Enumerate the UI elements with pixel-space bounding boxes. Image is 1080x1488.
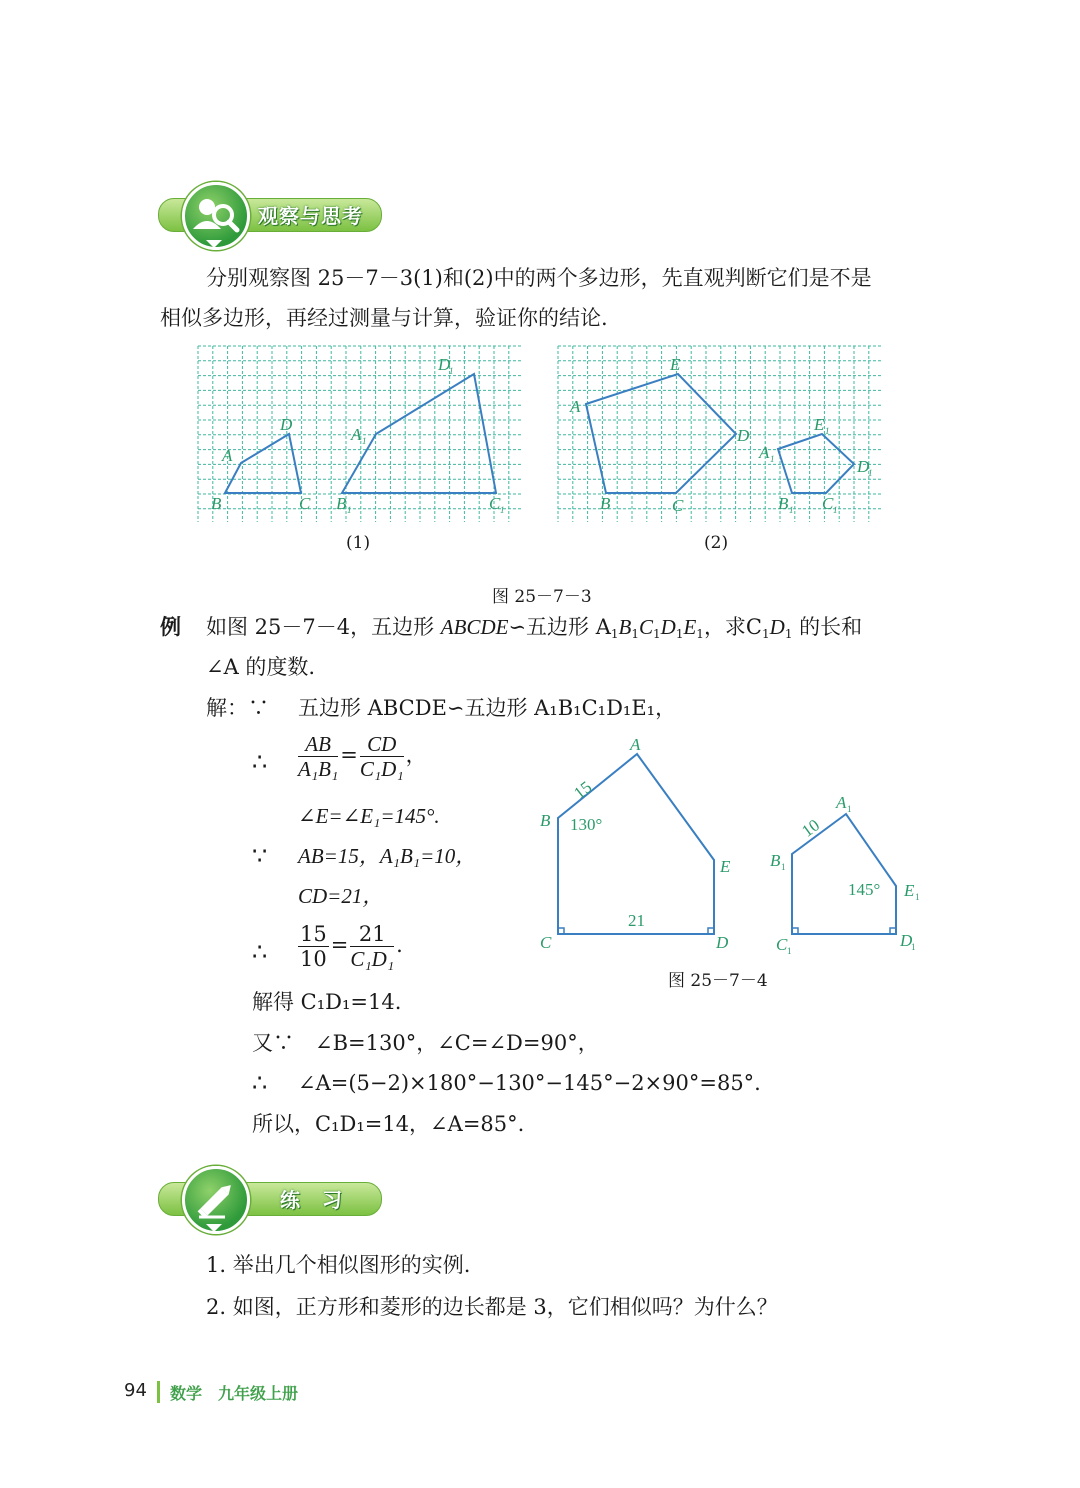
svg-text:1: 1 [781,862,786,872]
svg-text:1: 1 [787,946,792,956]
label-A: A [222,446,233,465]
banner-title: 观察与思考 [258,204,363,228]
label-E: E [670,355,681,374]
therefore-3: ∴ [252,1069,268,1097]
svg-text:1: 1 [833,505,838,515]
angle-equation: ∠E=∠E₁=145°. [298,804,440,828]
small-quadrilateral [225,434,301,493]
angle-calculation: ∠A=(5−2)×180°−130°−145°−2×90°=85°. [298,1071,761,1095]
angle-e1-value: 145° [848,880,881,899]
practice-banner [158,1170,382,1222]
svg-text:1: 1 [847,804,852,814]
label-D1: D [900,931,913,950]
figure-25-7-3-part1 [196,344,526,532]
also-line: 又∵ ∠B=130°，∠C=∠D=90°， [252,1031,599,1055]
solution-line-1: 五边形 ABCDE∽五边形 A₁B₁C₁D₁E₁， [298,696,677,720]
small-pentagon [778,434,854,493]
example-line-2: ∠A 的度数. [206,655,316,679]
svg-text:1: 1 [789,505,794,515]
solved-line: 解得 C₁D₁=14. [252,990,402,1014]
label-C: C [540,933,552,952]
angle-b-value: 130° [570,815,603,834]
svg-text:1: 1 [868,468,873,478]
therefore-2: ∴ [252,938,268,966]
figure-25-7-3-part2 [556,344,886,532]
label-E: E [720,857,731,876]
label-E1: E [814,415,825,434]
label-A: A [630,735,641,754]
label-C1: C [822,494,834,513]
label-E1: E [904,881,915,900]
figure-caption-25-7-3: 图 25－7－3 [492,587,592,607]
book-title: 数学 九年级上册 [170,1384,299,1403]
svg-text:1: 1 [449,366,454,376]
label-B1: B [336,494,347,513]
intro-line-2: 相似多边形，再经过测量与计算，验证你的结论. [160,306,608,330]
label-D: D [737,426,750,445]
svg-text:1: 1 [915,892,920,902]
svg-text:1: 1 [347,505,352,515]
practice-question-1: 1. 举出几个相似图形的实例. [206,1253,471,1277]
ratio-equation-1: $\frac{AB}{\text{A₁B₁}}$ = $\frac{CD}{\text{C₁D₁}}$ ， [298,732,427,781]
svg-text:1: 1 [500,505,505,515]
label-A1: A [759,443,770,462]
banner-pointer [206,240,222,248]
because-2: ∵ [252,842,268,870]
svg-text:1: 1 [825,426,830,436]
subfigure-2-label: (2) [704,533,729,553]
banner-pointer [206,1224,222,1232]
ratio-equation-2: $\frac{15}{10}$ = $\frac{21}{\text{C₁D₁}}$ . [300,922,403,971]
large-pentagon [586,374,736,493]
observe-think-banner [158,186,382,238]
svg-text:1: 1 [911,942,916,952]
large-quadrilateral [342,374,496,493]
label-B1: B [770,851,781,870]
ab-values: AB=15，A₁B₁=10， [298,844,477,868]
label-C1: C [776,935,788,954]
label-D1: D [857,457,870,476]
intro-line-1: 分别观察图 25－7－3(1)和(2)中的两个多边形，先直观判断它们是不是 [206,266,872,290]
label-C: C [672,496,684,515]
label-B: B [600,494,611,513]
side-ab-length: 15 [570,777,596,803]
solution-label: 解：∵ [206,696,269,720]
svg-text:1: 1 [362,436,367,446]
label-A1: A [836,793,847,812]
therefore-1: ∴ [252,748,268,776]
label-B: B [540,811,551,830]
side-a1b1-length: 10 [798,815,824,841]
label-D: D [280,415,293,434]
label-B1: B [778,494,789,513]
figure-25-7-4 [530,734,930,968]
figure-caption-25-7-4: 图 25－7－4 [668,971,768,991]
page-number: 94 [124,1380,147,1401]
example-tag: 例 [160,615,181,639]
label-A: A [570,397,581,416]
footer-divider [157,1381,160,1403]
example-line-1: 如图 25－7－4，五边形 ABCDE∽五边形 $A_1B_1C_1D_1E_1$，求$C_1D_1$ 的长和 [206,615,863,641]
label-D1: D [438,355,451,374]
label-D: D [716,933,729,952]
label-C1: C [489,494,501,513]
cd-value: CD=21， [298,884,384,908]
svg-text:1: 1 [770,454,775,464]
conclusion-line: 所以，C₁D₁=14，∠A=85°. [252,1112,525,1136]
label-B: B [211,494,222,513]
practice-question-2: 2. 如图，正方形和菱形的边长都是 3，它们相似吗？为什么？ [206,1295,778,1319]
banner-title: 练 习 [280,1188,343,1212]
subfigure-1-label: (1) [346,533,371,553]
side-cd-length: 21 [628,911,645,930]
label-A1: A [351,425,362,444]
label-C: C [299,494,311,513]
